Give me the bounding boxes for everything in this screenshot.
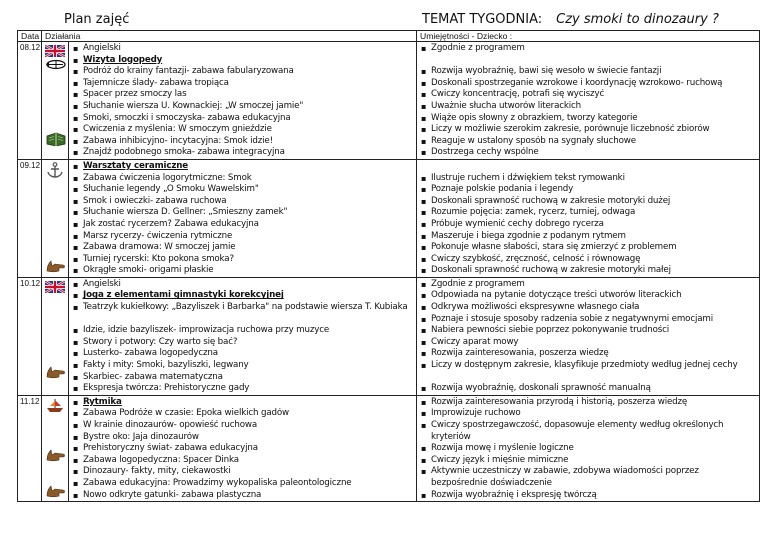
skill-list [419, 161, 757, 277]
list-item: ▪ Poznaje polskie podania i legendy [419, 184, 757, 196]
theme-label: TEMAT TYGODNIA: [422, 12, 543, 27]
list-item: ▪ Rozwija wyobraźnię, bawi się wesoło w świecie fantazji [419, 66, 757, 78]
list-item: ▪ Idzie, idzie bazyliszek- improwizacja ruchowa przy muzyce [71, 325, 414, 337]
day-activities [69, 159, 417, 277]
day-icons [42, 159, 69, 277]
list-item: ▪ Zabawa Podróże w czasie: Epoka wielkich gadów [71, 408, 414, 420]
list-item: ▪ Angielski [71, 279, 414, 291]
day-icons [42, 42, 69, 160]
pointing-hand-icon [45, 482, 67, 498]
list-item: ▪ Smoki, smoczki i smoczyska- zabawa edukacyjna [71, 113, 414, 125]
book-icon [45, 132, 67, 146]
list-item: ▪ Fakty i mity: Smoki, bazyliszki, legwany [71, 360, 414, 372]
list-item: ▪ Okrągłe smoki- origami płaskie [71, 265, 414, 277]
list-item: ▪ Ćwiczy spostrzegawczość, dopasowuje elementy według określonych kryteriów [419, 420, 757, 443]
list-item: ▪ Doskonali sprawność ruchową w zakresie motoryki dużej [419, 196, 757, 208]
list-item: ▪ Rozumie pojęcia: zamek, rycerz, turniej, odwaga [419, 207, 757, 219]
list-item: ▪ Słuchanie legendy „O Smoku Wawelskim" [71, 184, 414, 196]
list-item: ▪ Doskonali sprawność ruchową w zakresie motoryki małej [419, 265, 757, 277]
list-item: ▪ Podróż do krainy fantazji- zabawa fabularyzowana [71, 66, 414, 78]
day-row [18, 42, 760, 160]
list-item: ▪ Nowo odkryte gatunki- zabawa plastyczna [71, 490, 414, 502]
skill-list [419, 43, 757, 159]
list-item: ▪ Zabawa dramowa: W smoczej jamie [71, 242, 414, 254]
day-date: 08.12 [18, 42, 42, 160]
activity-list [71, 43, 414, 159]
list-item: ▪ Nabiera pewności siebie poprzez pokonywanie trudności [419, 325, 757, 337]
day-activities [69, 277, 417, 395]
list-item: ▪ Teatrzyk kukiełkowy: „Bazyliszek i Barbarka" na podstawie wiersza T. Kubiaka [71, 302, 414, 325]
list-item: ▪ Wizyta logopedy [71, 55, 414, 67]
day-activities [69, 42, 417, 160]
day-skills [417, 277, 760, 395]
list-item: ▪ Ćwiczy szybkość, zręczność, celność i równowagę [419, 254, 757, 266]
activity-list [71, 397, 414, 501]
header-date: Data [18, 31, 42, 42]
list-item: ▪ Ekspresja twórcza: Prehistoryczne gady [71, 383, 414, 395]
list-item: ▪ Odkrywa możliwości ekspresywne własnego ciała [419, 302, 757, 314]
list-item: ▪ Wiąże opis słowny z obrazkiem, tworzy kategorie [419, 113, 757, 125]
list-item: ▪ Słuchanie wiersza D. Gellner: „Śmieszny zamek" [71, 207, 414, 219]
lesson-plan-table [17, 30, 760, 502]
list-item: ▪ Zgodnie z programem [419, 279, 757, 291]
list-item: ▪ Tajemnicze ślady- zabawa tropiąca [71, 78, 414, 90]
week-theme [422, 12, 719, 27]
list-item: ▪ Ćwiczy aparat mowy [419, 337, 757, 349]
day-date: 10.12 [18, 277, 42, 395]
day-date: 11.12 [18, 395, 42, 501]
list-item: ▪ Warsztaty ceramiczne [71, 161, 414, 173]
list-item: ▪ Zabawa inhibicyjno- incytacyjna: Smok idzie! [71, 136, 414, 148]
day-skills [417, 42, 760, 160]
list-item: ▪ Rozwija zainteresowania przyrodą i historią, poszerza wiedzę [419, 397, 757, 409]
list-item: ▪ Improwizuje ruchowo [419, 408, 757, 420]
list-item: ▪ Reaguje w ustalony sposób na sygnały słuchowe [419, 136, 757, 148]
list-item: ▪ Ćwiczy język i mięśnie mimiczne [419, 455, 757, 467]
list-item: ▪ Zabawa logopedyczna: Spacer Dinka [71, 455, 414, 467]
list-item: ▪ Zgodnie z programem [419, 43, 757, 55]
skill-list [419, 279, 757, 395]
speech-therapist-icon [45, 58, 67, 71]
day-row [18, 159, 760, 277]
list-item: ▪ Skarbiec- zabawa matematyczna [71, 372, 414, 384]
list-item: ▪ Poznaje i stosuje sposoby radzenia sobie z negatywnymi emocjami [419, 314, 757, 326]
list-item: ▪ Doskonali spostrzeganie wzrokowe i koordynację wzrokowo- ruchową [419, 78, 757, 90]
skill-list [419, 397, 757, 501]
header-activities: Działania [42, 31, 417, 42]
list-item: ▪ Słuchanie wiersza U. Kownackiej: „W smoczej jamie" [71, 101, 414, 113]
list-item: ▪ Joga z elementami gimnastyki korekcyjnej [71, 290, 414, 302]
list-item: ▪ Lusterko- zabawa logopedyczna [71, 348, 414, 360]
list-item: ▪ Znajdź podobnego smoka- zabawa integracyjna [71, 147, 414, 159]
pointing-hand-icon [45, 257, 67, 273]
list-item: ▪ Aktywnie uczestniczy w zabawie, zdobywa wiadomości poprzez bezpośrednie doświadczenie [419, 466, 757, 489]
uk-flag-icon [45, 281, 65, 293]
list-item: ▪ Zabawa ćwiczenia logorytmiczne: Smok [71, 173, 414, 185]
list-item: ▪ Angielski [71, 43, 414, 55]
list-item: ▪ Ćwiczenia z myślenia: W smoczym gnieździe [71, 124, 414, 136]
list-item: ▪ Dinozaury- fakty, mity, ciekawostki [71, 466, 414, 478]
list-item: ▪ Dostrzega cechy wspólne [419, 147, 757, 159]
uk-flag-icon [45, 45, 65, 57]
list-item: ▪ Ilustruje ruchem i dźwiękiem tekst rymowanki [419, 173, 757, 185]
list-item: ▪ Stwory i potwory: Czy warto się bać? [71, 337, 414, 349]
list-item: ▪ Pokonuje własne słabości, stara się zmierzyć z problemem [419, 242, 757, 254]
anchor-icon [45, 162, 65, 178]
list-item: ▪ Odpowiada na pytanie dotyczące treści utworów literackich [419, 290, 757, 302]
list-item: ▪ Bystre oko: Jaja dinozaurów [71, 432, 414, 444]
list-item: ▪ Spacer przez smoczy las [71, 89, 414, 101]
list-item: ▪ Maszeruje i biega zgodnie z podanym rytmem [419, 231, 757, 243]
activity-list [71, 279, 414, 395]
day-activities [69, 395, 417, 501]
ship-icon [45, 398, 65, 412]
list-item: ▪ Liczy w dostępnym zakresie, klasyfikuje przedmioty według jednej cechy [419, 360, 757, 383]
theme-question: Czy smoki to dinozaury ? [556, 12, 719, 27]
list-item: ▪ Rozwija wyobraźnię i ekspresję twórczą [419, 490, 757, 502]
header-skills: Umiejętności - Dziecko : [417, 31, 760, 42]
day-date: 09.12 [18, 159, 42, 277]
list-item: ▪ Ćwiczy koncentrację, potrafi się wyciszyć [419, 89, 757, 101]
list-item: ▪ Marsz rycerzy- ćwiczenia rytmiczne [71, 231, 414, 243]
list-item: ▪ Prehistoryczny świat- zabawa edukacyjna [71, 443, 414, 455]
list-item: ▪ Zabawa edukacyjna: Prowadzimy wykopaliska paleontologiczne [71, 478, 414, 490]
pointing-hand-icon [45, 446, 67, 462]
activity-list [71, 161, 414, 277]
list-item: ▪ Rozwija wyobraźnię, doskonali sprawność manualną [419, 383, 757, 395]
list-item: ▪ Rytmika [71, 397, 414, 409]
day-row [18, 277, 760, 395]
list-item: ▪ Rozwija zainteresowania, poszerza wiedzę [419, 348, 757, 360]
list-item: ▪ Uważnie słucha utworów literackich [419, 101, 757, 113]
day-skills [417, 395, 760, 501]
list-item: ▪ Jak zostać rycerzem? Zabawa edukacyjna [71, 219, 414, 231]
list-item: ▪ Rozwija mowę i myślenie logiczne [419, 443, 757, 455]
day-row [18, 395, 760, 501]
plan-title: Plan zajęć [64, 12, 130, 27]
table-header-row [18, 31, 760, 42]
list-item: ▪ Liczy w możliwie szerokim zakresie, porównuje liczebność zbiorów [419, 124, 757, 136]
day-skills [417, 159, 760, 277]
day-icons [42, 277, 69, 395]
day-icons [42, 395, 69, 501]
pointing-hand-icon [45, 363, 67, 379]
list-item: ▪ Turniej rycerski: Kto pokona smoka? [71, 254, 414, 266]
list-item: ▪ Próbuje wymienić cechy dobrego rycerza [419, 219, 757, 231]
list-item: ▪ Smok i owieczki- zabawa ruchowa [71, 196, 414, 208]
list-item: ▪ W krainie dinozaurów- opowieść ruchowa [71, 420, 414, 432]
